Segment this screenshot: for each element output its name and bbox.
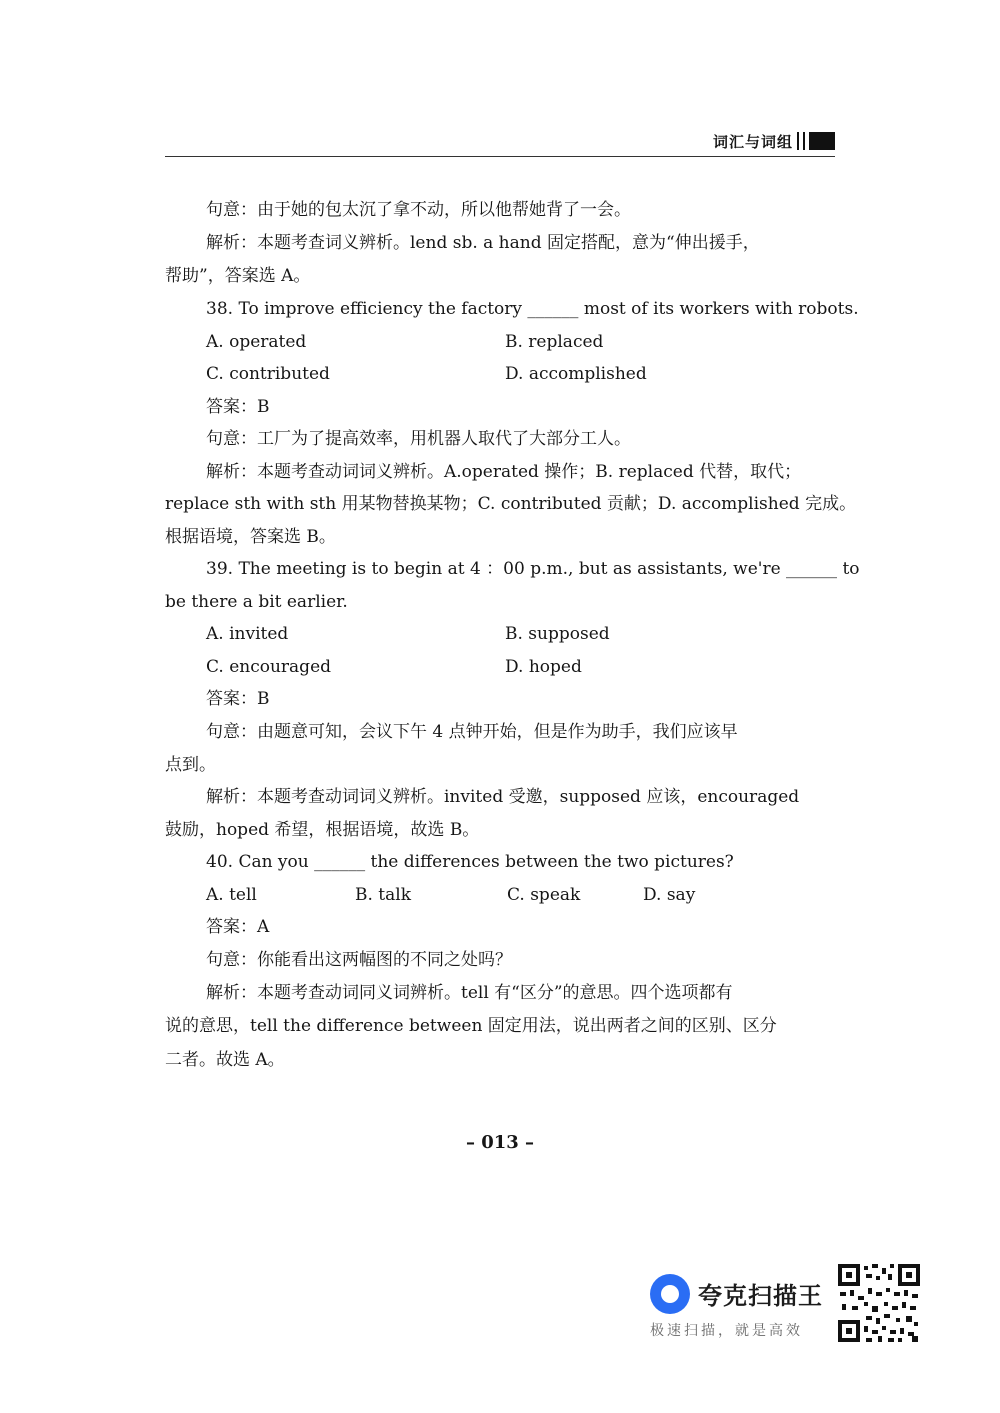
q38-answer: 答案：B <box>206 397 270 417</box>
sentence-meaning-37: 句意：由于她的包太沉了拿不动，所以他帮她背了一会。 <box>206 200 631 220</box>
q40-meaning: 句意：你能看出这两幅图的不同之处吗？ <box>206 950 512 970</box>
watermark-brand: 夸克扫描王 <box>698 1282 823 1310</box>
q40-option-c: C. speak <box>507 885 581 905</box>
q40-explanation-line1: 解析：本题考查动词同义词辨析。tell 有“区分”的意思。四个选项都有 <box>206 983 733 1003</box>
question-40: 40. Can you ______ the differences between the two pictures? <box>206 852 734 872</box>
q38-explanation-line3: 根据语境，答案选 B。 <box>165 527 336 547</box>
q39-answer: 答案：B <box>206 689 270 709</box>
q40-option-d: D. say <box>643 885 696 905</box>
q39-explanation-line2: 鼓励，hoped 希望，根据语境，故选 B。 <box>165 820 480 840</box>
q40-option-a: A. tell <box>206 885 257 905</box>
q38-option-c: C. contributed <box>206 364 330 384</box>
section-title: 词汇与词组 <box>712 133 793 151</box>
q39-explanation-line1: 解析：本题考查动词词义辨析。invited 受邀，supposed 应该，encouraged <box>206 787 800 807</box>
q40-explanation-line3: 二者。故选 A。 <box>165 1050 285 1070</box>
q38-option-a: A. operated <box>206 332 307 352</box>
q39-option-a: A. invited <box>206 624 289 644</box>
explanation-37-line1: 解析：本题考查词义辨析。lend sb. a hand 固定搭配，意为“伸出援手， <box>206 233 760 253</box>
header-bar-marks <box>797 132 835 150</box>
explanation-37-line2: 帮助”，答案选 A。 <box>165 266 311 286</box>
q40-option-b: B. talk <box>355 885 412 905</box>
q39-meaning-line2: 点到。 <box>165 755 216 775</box>
q40-answer: 答案：A <box>206 917 270 937</box>
q38-explanation-line1: 解析：本题考查动词词义辨析。A.operated 操作；B. replaced 代替，取代； <box>206 462 802 482</box>
page-number: – 013 – <box>465 1132 535 1153</box>
q39-option-d: D. hoped <box>505 657 582 677</box>
q39-meaning-line1: 句意：由题意可知，会议下午 4 点钟开始，但是作为助手，我们应该早 <box>206 722 738 742</box>
running-header <box>165 128 835 157</box>
watermark-slogan: 极速扫描，就是高效 <box>650 1323 803 1339</box>
q38-option-d: D. accomplished <box>505 364 647 384</box>
question-39-line2: be there a bit earlier. <box>165 592 348 612</box>
q40-explanation-line2: 说的意思，tell the difference between 固定用法，说出两者之间的区别、区分 <box>165 1016 777 1036</box>
quark-logo-icon <box>650 1274 690 1314</box>
qr-code-icon <box>838 1264 920 1342</box>
q39-option-c: C. encouraged <box>206 657 332 677</box>
q39-option-b: B. supposed <box>505 624 610 644</box>
q38-meaning: 句意：工厂为了提高效率，用机器人取代了大部分工人。 <box>206 429 631 449</box>
q38-explanation-line2: replace sth with sth 用某物替换某物；C. contributed 贡献；D. accomplished 完成。 <box>165 494 857 514</box>
question-38: 38. To improve efficiency the factory ______ most of its workers with robots. <box>206 299 859 319</box>
question-39-line1: 39. The meeting is to begin at 4 ：00 p.m., but as assistants, we're ______ to <box>206 559 860 579</box>
q38-option-b: B. replaced <box>505 332 604 352</box>
